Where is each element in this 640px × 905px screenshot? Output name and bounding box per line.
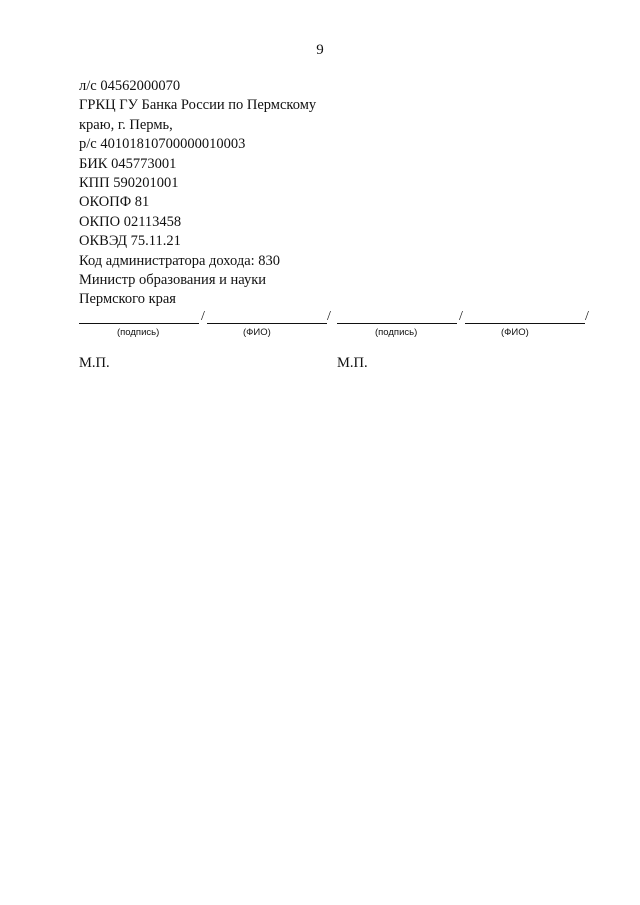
bank-name: ГРКЦ ГУ Банка России по Пермскому bbox=[79, 97, 317, 114]
signature-row-right bbox=[337, 309, 597, 339]
bank-location: краю, г. Пермь, bbox=[79, 116, 173, 133]
name-line bbox=[207, 323, 327, 324]
okved: ОКВЭД 75.11.21 bbox=[79, 233, 181, 250]
requisites-block bbox=[79, 77, 379, 310]
signature-row-left bbox=[79, 309, 339, 339]
signature-line bbox=[337, 323, 457, 324]
slash-separator: / bbox=[585, 309, 589, 324]
signatory-region: Пермского края bbox=[79, 291, 176, 308]
signature-caption: (подпись) bbox=[117, 327, 160, 338]
signatory-title: Министр образования и науки bbox=[79, 272, 267, 289]
okpo: ОКПО 02113458 bbox=[79, 213, 182, 230]
name-line bbox=[465, 323, 585, 324]
slash-separator: / bbox=[459, 309, 463, 324]
revenue-administrator-code: Код администратора дохода: 830 bbox=[79, 252, 281, 269]
account-number: л/с 04562000070 bbox=[79, 78, 181, 94]
slash-separator: / bbox=[201, 309, 205, 324]
stamp-label-left: М.П. bbox=[79, 355, 110, 371]
stamp-label-right: М.П. bbox=[337, 355, 368, 371]
settlement-account: р/с 40101810700000010003 bbox=[79, 136, 246, 153]
signature-caption: (подпись) bbox=[375, 327, 418, 338]
okopf: ОКОПФ 81 bbox=[79, 194, 150, 211]
signature-line bbox=[79, 323, 199, 324]
page-number: 9 bbox=[316, 42, 324, 58]
name-caption: (ФИО) bbox=[501, 327, 529, 338]
name-caption: (ФИО) bbox=[243, 327, 271, 338]
bik: БИК 045773001 bbox=[79, 155, 177, 172]
kpp: КПП 590201001 bbox=[79, 175, 179, 192]
slash-separator: / bbox=[327, 309, 331, 324]
